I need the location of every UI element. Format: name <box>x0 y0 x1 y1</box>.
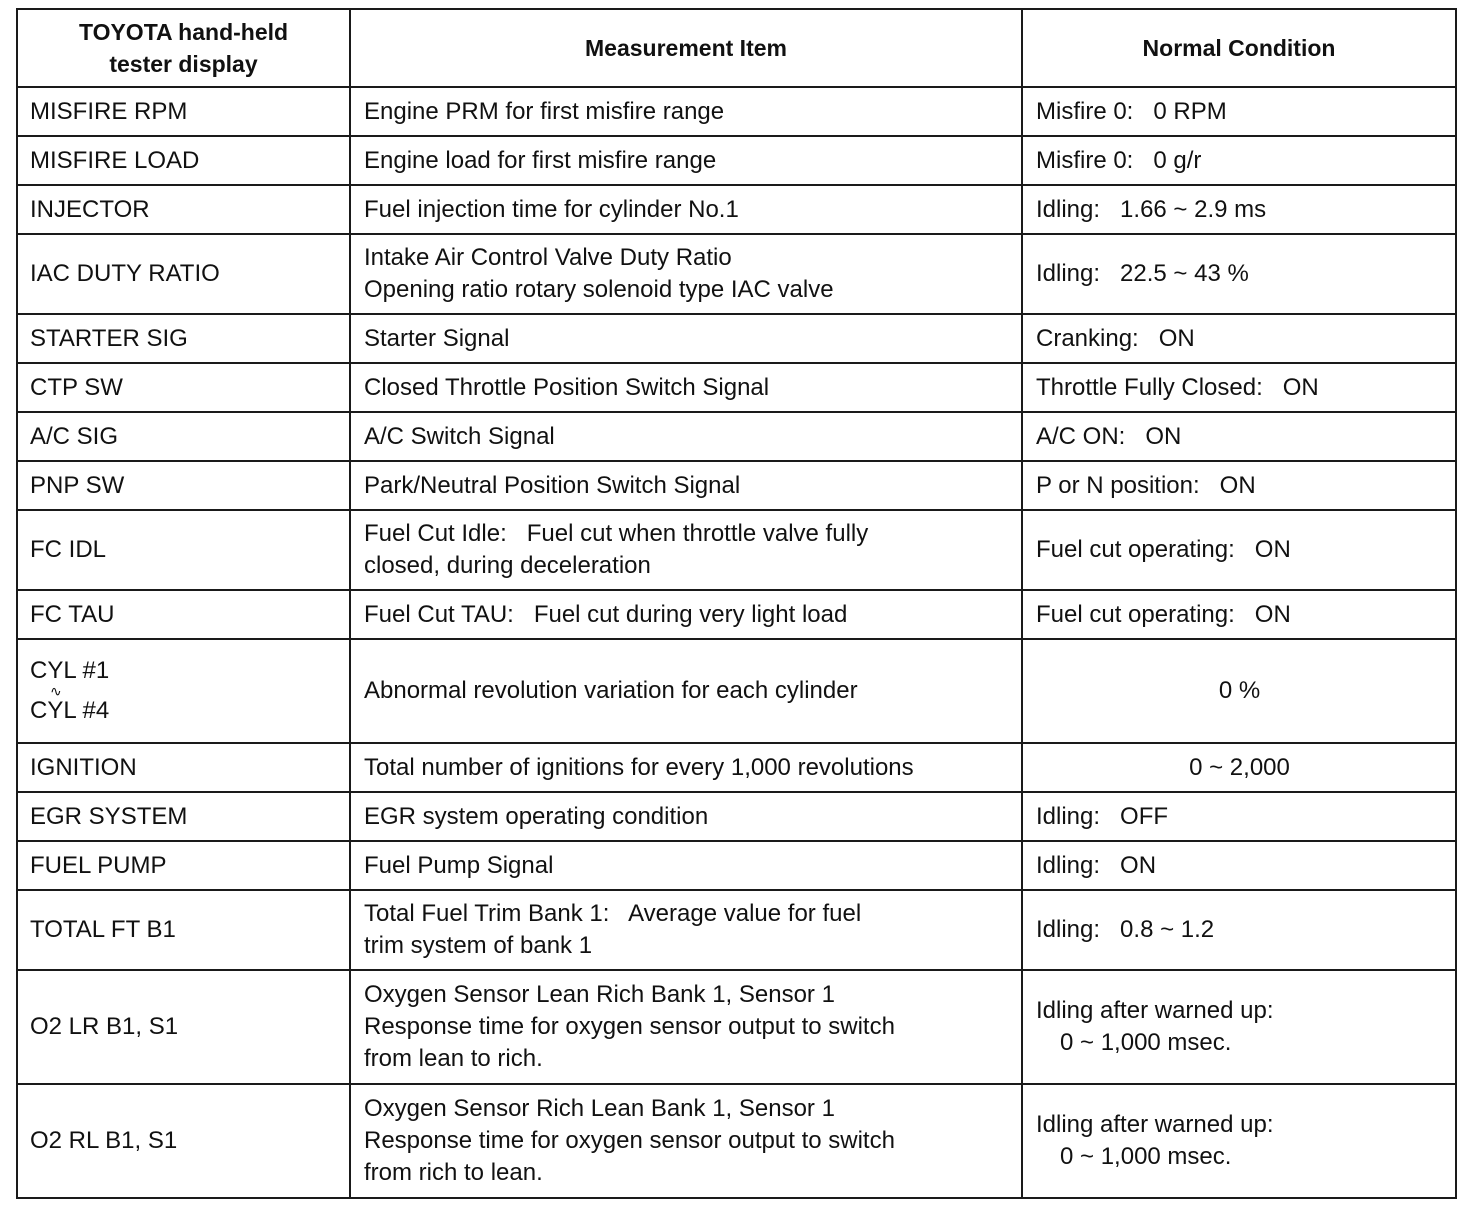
table-row <box>17 314 1456 363</box>
table-row <box>17 792 1456 841</box>
display-cell: IAC DUTY RATIO <box>17 234 350 314</box>
item-line: Response time for oxygen sensor output to switch <box>364 1013 895 1040</box>
normal-cell: Idling: 0.8 ~ 1.2 <box>1022 890 1456 970</box>
display-cell: O2 LR B1, S1 <box>17 970 350 1084</box>
item-line: Fuel Cut Idle: Fuel cut when throttle valve fully <box>364 520 869 547</box>
header-measurement-item: Measurement Item <box>350 9 1022 87</box>
normal-line: 0 ~ 1,000 msec. <box>1060 1029 1232 1056</box>
normal-cell: Throttle Fully Closed: ON <box>1022 363 1456 412</box>
table-row <box>17 841 1456 890</box>
normal-cell: P or N position: ON <box>1022 461 1456 510</box>
display-cell: MISFIRE RPM <box>17 87 350 136</box>
table-row <box>17 87 1456 136</box>
normal-cell: Idling: ON <box>1022 841 1456 890</box>
item-cell: Closed Throttle Position Switch Signal <box>350 363 1022 412</box>
item-cell: Fuel Pump Signal <box>350 841 1022 890</box>
display-cell <box>17 639 350 743</box>
item-cell: EGR system operating condition <box>350 792 1022 841</box>
table-row <box>17 363 1456 412</box>
item-cell: Engine PRM for first misfire range <box>350 87 1022 136</box>
item-line: Oxygen Sensor Lean Rich Bank 1, Sensor 1 <box>364 981 835 1008</box>
table-row <box>17 590 1456 639</box>
item-cell: Total number of ignitions for every 1,000 revolutions <box>350 743 1022 792</box>
table-row <box>17 510 1456 590</box>
header-display-line2: tester display <box>109 51 258 77</box>
normal-line: Idling after warned up: <box>1036 997 1274 1024</box>
item-cell: Starter Signal <box>350 314 1022 363</box>
normal-cell: Fuel cut operating: ON <box>1022 510 1456 590</box>
table-row <box>17 639 1456 743</box>
header-display-line1: TOYOTA hand-held <box>78 19 289 45</box>
display-cell: FUEL PUMP <box>17 841 350 890</box>
normal-cell: Cranking: ON <box>1022 314 1456 363</box>
item-cell <box>350 234 1022 314</box>
table-row <box>17 1084 1456 1198</box>
header-display <box>17 9 350 87</box>
data-list-table-wrapper <box>16 8 1457 1199</box>
normal-cell: Idling: OFF <box>1022 792 1456 841</box>
display-bottom: CYL #4 <box>30 697 110 724</box>
item-cell <box>350 970 1022 1084</box>
item-cell: Engine load for first misfire range <box>350 136 1022 185</box>
normal-cell: Idling: 1.66 ~ 2.9 ms <box>1022 185 1456 234</box>
display-cell: MISFIRE LOAD <box>17 136 350 185</box>
item-cell <box>350 890 1022 970</box>
normal-line: 0 ~ 1,000 msec. <box>1060 1143 1232 1170</box>
item-line: Opening ratio rotary solenoid type IAC valve <box>364 276 834 303</box>
normal-cell: 0 % <box>1022 639 1456 743</box>
item-line: Total Fuel Trim Bank 1: Average value for fuel <box>364 900 862 927</box>
table-row <box>17 136 1456 185</box>
item-line: Oxygen Sensor Rich Lean Bank 1, Sensor 1 <box>364 1095 835 1122</box>
item-line: from lean to rich. <box>364 1045 543 1072</box>
item-line: closed, during deceleration <box>364 552 651 579</box>
display-cell: IGNITION <box>17 743 350 792</box>
normal-cell <box>1022 1084 1456 1198</box>
item-cell: Fuel injection time for cylinder No.1 <box>350 185 1022 234</box>
display-cell: FC TAU <box>17 590 350 639</box>
normal-cell: Misfire 0: 0 RPM <box>1022 87 1456 136</box>
item-cell: Abnormal revolution variation for each cylinder <box>350 639 1022 743</box>
item-cell: A/C Switch Signal <box>350 412 1022 461</box>
tester-data-table <box>16 8 1457 1199</box>
range-tilde-symbol: ∿ <box>50 683 62 699</box>
table-row <box>17 461 1456 510</box>
table-row <box>17 970 1456 1084</box>
item-cell <box>350 510 1022 590</box>
normal-cell: Idling: 22.5 ~ 43 % <box>1022 234 1456 314</box>
item-cell: Park/Neutral Position Switch Signal <box>350 461 1022 510</box>
display-cell: PNP SW <box>17 461 350 510</box>
display-cell: FC IDL <box>17 510 350 590</box>
item-cell: Fuel Cut TAU: Fuel cut during very light load <box>350 590 1022 639</box>
display-cell: CTP SW <box>17 363 350 412</box>
normal-cell: Fuel cut operating: ON <box>1022 590 1456 639</box>
display-cell: TOTAL FT B1 <box>17 890 350 970</box>
table-row <box>17 890 1456 970</box>
normal-line: Idling after warned up: <box>1036 1111 1274 1138</box>
display-cell: O2 RL B1, S1 <box>17 1084 350 1198</box>
item-line: from rich to lean. <box>364 1159 543 1186</box>
table-row <box>17 412 1456 461</box>
table-row <box>17 743 1456 792</box>
display-top: CYL #1 <box>30 657 110 684</box>
item-cell <box>350 1084 1022 1198</box>
item-line: Response time for oxygen sensor output to switch <box>364 1127 895 1154</box>
display-cell: INJECTOR <box>17 185 350 234</box>
normal-cell <box>1022 970 1456 1084</box>
header-normal-condition: Normal Condition <box>1022 9 1456 87</box>
display-cell: STARTER SIG <box>17 314 350 363</box>
normal-cell: 0 ~ 2,000 <box>1022 743 1456 792</box>
item-line: Intake Air Control Valve Duty Ratio <box>364 244 732 271</box>
table-row <box>17 185 1456 234</box>
display-cell: A/C SIG <box>17 412 350 461</box>
header-row <box>17 9 1456 87</box>
normal-cell: A/C ON: ON <box>1022 412 1456 461</box>
item-line: trim system of bank 1 <box>364 932 593 959</box>
display-cell: EGR SYSTEM <box>17 792 350 841</box>
normal-cell: Misfire 0: 0 g/r <box>1022 136 1456 185</box>
table-row <box>17 234 1456 314</box>
